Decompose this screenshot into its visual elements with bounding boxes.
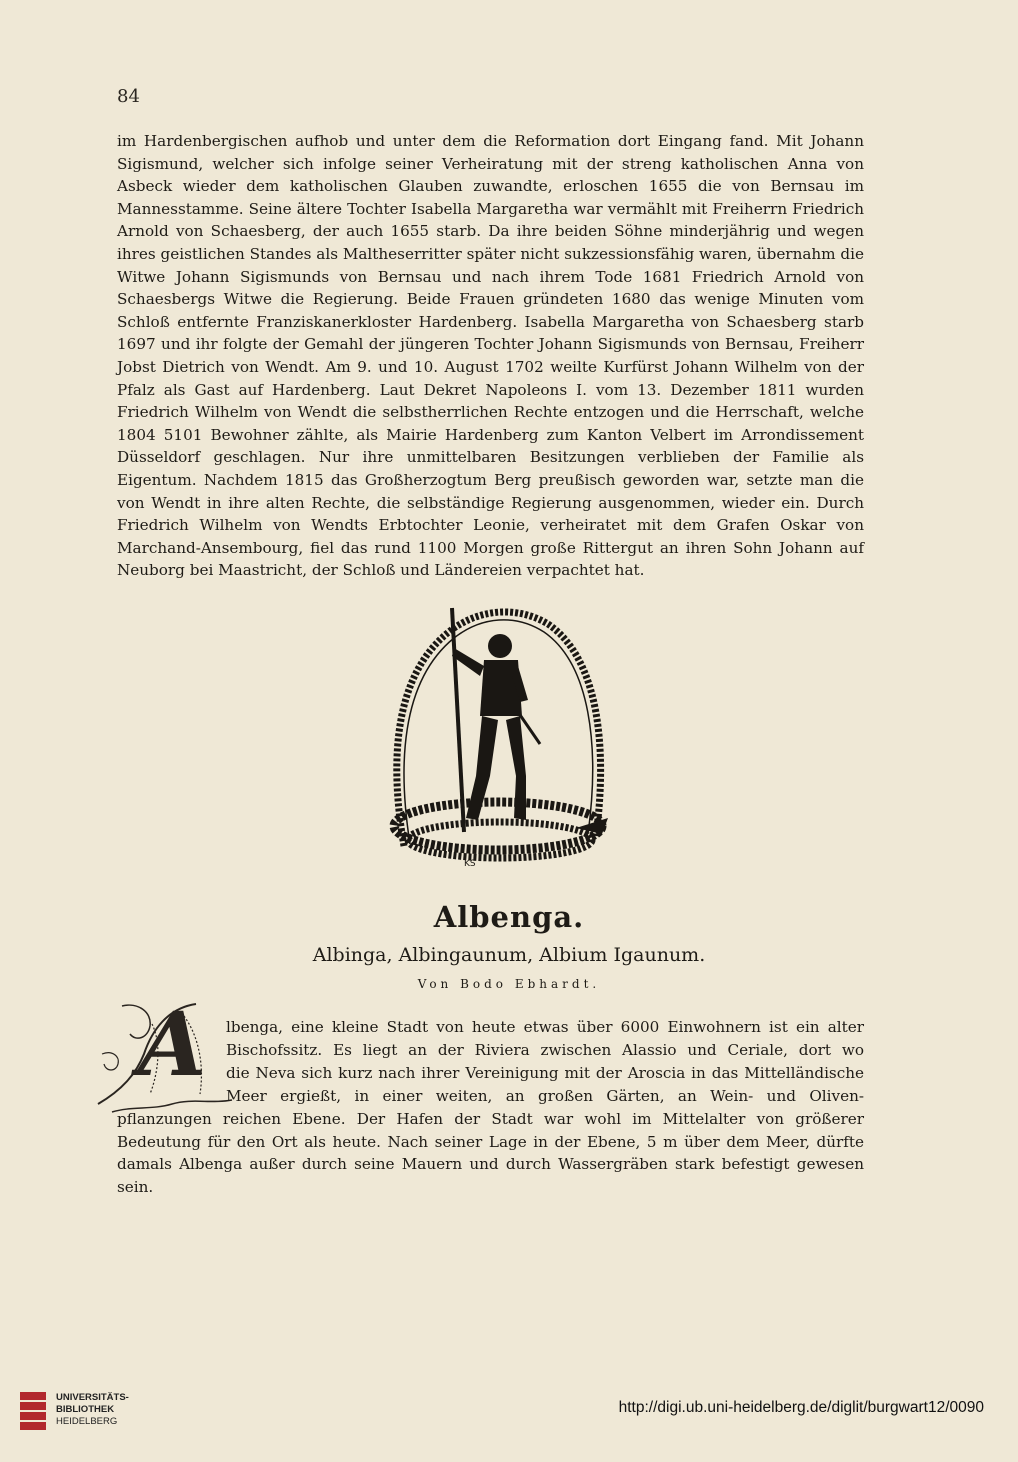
- article-body: pflanzungen reichen Ebene. Der Hafen der Stadt war wohl im Mittelalter von größerer Bedeutung für den Ort als heute. Nach seiner Lage in der Ebene, 5 m über dem Meer, dürfte damals Albenga außer durch seine Mauern und durch Wassergräben stark befestigt gewesen sein.: [117, 1110, 864, 1196]
- intro-line: lbenga, eine kleine Stadt von heute etwas über 6000 Einwohnern ist ein alter: [226, 1018, 864, 1036]
- article-subtitle: Albinga, Albingaunum, Albium Igaunum.: [312, 944, 706, 966]
- page-number: 84: [117, 86, 140, 107]
- article-byline: Von Bodo Ebhardt.: [417, 977, 601, 991]
- source-url[interactable]: http://digi.ub.uni-heidelberg.de/diglit/burgwart12/0090: [618, 1399, 984, 1416]
- intro-line: die Neva sich kurz nach ihrer Vereinigung mit der Aroscia in das Mittelländische: [226, 1064, 864, 1082]
- article-title: Albenga.: [433, 900, 585, 934]
- knight-serpent-illustration: [380, 596, 614, 874]
- intro-line: Meer ergießt, in einer weiten, an großen Gärten, an Wein- und Oliven-: [226, 1087, 864, 1105]
- initial-letter: A: [138, 992, 207, 1096]
- library-logo[interactable]: [20, 1388, 170, 1448]
- logo-line-1: UNIVERSITÄTS-: [56, 1392, 129, 1403]
- intro-line: Bischofssitz. Es liegt an der Riviera zwischen Alassio und Ceriale, dort wo: [226, 1041, 864, 1059]
- library-logo-icon: [20, 1392, 48, 1432]
- illustration-signature: KS: [464, 859, 476, 869]
- top-paragraph: im Hardenbergischen aufhob und unter dem die Reformation dort Eingang fand. Mit Johann Sigismund, welcher sich infolge seiner Verheiratung mit der streng katholischen Anna von Asbeck wieder dem katholischen Glauben zuwandte, erloschen 1655 die von Bernsau im Mannesstamme. Seine ältere Tochter Isabella Margaretha war vermählt mit Freiherrn Friedrich Arnold von Schaesberg, der auch 1655 starb. Da ihre beiden Söhne minderjährig und wegen ihres geistlichen Standes als Maltheserritter später nicht sukzessionsfähig waren, übernahm die Witwe Johann Sigismunds von Bernsau und nach ihrem Tode 1681 Friedrich Arnold von Schaesbergs Witwe die Regierung. Beide Frauen gründeten 1680 das wenige Minuten vom Schloß entfernte Franziskanerkloster Hardenberg. Isabella Margaretha von Schaesberg starb 1697 und ihr folgte der Gemahl der jüngeren Tochter Johann Sigismunds von Bernsau, Freiherr Jobst Dietrich von Wendt. Am 9. und 10. August 1702 weilte Kurfürst Johann Wilhelm von der Pfalz als Gast auf Hardenberg. Laut Dekret Napoleons I. vom 13. Dezember 1811 wurden Friedrich Wilhelm von Wendt die selbstherrlichen Rechte entzogen und die Herrschaft, welche 1804 5101 Bewohner zählte, als Mairie Hardenberg zum Kanton Velbert im Arrondissement Düsseldorf geschlagen. Nur ihre unmittelbaren Besitzungen verblieben der Familie als Eigentum. Nachdem 1815 das Großherzogtum Berg preußisch geworden war, setzte man die von Wendt in ihre alten Rechte, die selbständige Regierung ausgenommen, wieder ein. Durch Friedrich Wilhelm von Wendts Erbtochter Leonie, verheiratet mit dem Grafen Oskar von Marchand-Ansembourg, fiel das rund 1100 Morgen große Rittergut an ihren Sohn Johann auf Neuborg bei Maastricht, der Schloß und Ländereien verpachtet hat.: [117, 132, 864, 580]
- logo-line-3: HEIDELBERG: [56, 1416, 118, 1427]
- logo-line-2: BIBLIOTHEK: [56, 1404, 115, 1415]
